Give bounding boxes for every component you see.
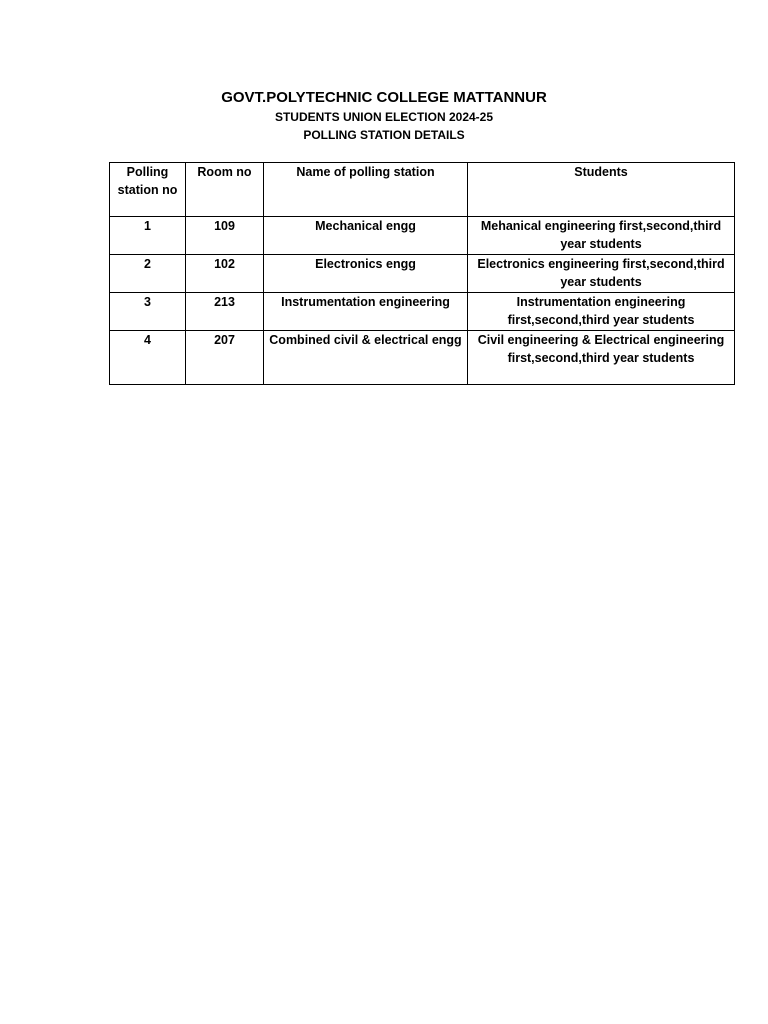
table-row	[110, 255, 735, 293]
cell-room-no: 102	[186, 255, 264, 293]
section-title	[0, 128, 768, 142]
election-title	[0, 110, 768, 124]
table-row	[110, 293, 735, 331]
cell-station-name: Instrumentation engineering	[264, 293, 468, 331]
college-title-text: GOVT.POLYTECHNIC COLLEGE MATTANNUR	[221, 89, 547, 106]
cell-station-name: Mechanical engg	[264, 217, 468, 255]
header-station-no: Polling station no	[110, 163, 186, 217]
cell-room-no: 109	[186, 217, 264, 255]
cell-station-no: 3	[110, 293, 186, 331]
cell-station-no: 1	[110, 217, 186, 255]
header-students: Students	[468, 163, 735, 217]
cell-station-name: Electronics engg	[264, 255, 468, 293]
cell-students: Mehanical engineering first,second,third year students	[468, 217, 735, 255]
cell-students: Civil engineering & Electrical engineering first,second,third year students	[468, 331, 735, 385]
polling-station-table	[109, 162, 735, 385]
cell-students: Electronics engineering first,second,third year students	[468, 255, 735, 293]
college-title	[0, 89, 768, 106]
section-title-text: POLLING STATION DETAILS	[303, 128, 465, 142]
cell-room-no: 213	[186, 293, 264, 331]
cell-station-no: 4	[110, 331, 186, 385]
cell-station-name: Combined civil & electrical engg	[264, 331, 468, 385]
election-title-text: STUDENTS UNION ELECTION 2024-25	[274, 110, 494, 124]
table-row	[110, 331, 735, 385]
table-row	[110, 217, 735, 255]
cell-students: Instrumentation engineering first,second,third year students	[468, 293, 735, 331]
header-room-no: Room no	[186, 163, 264, 217]
cell-station-no: 2	[110, 255, 186, 293]
table-header-row	[110, 163, 735, 217]
cell-room-no: 207	[186, 331, 264, 385]
header-station-name: Name of polling station	[264, 163, 468, 217]
